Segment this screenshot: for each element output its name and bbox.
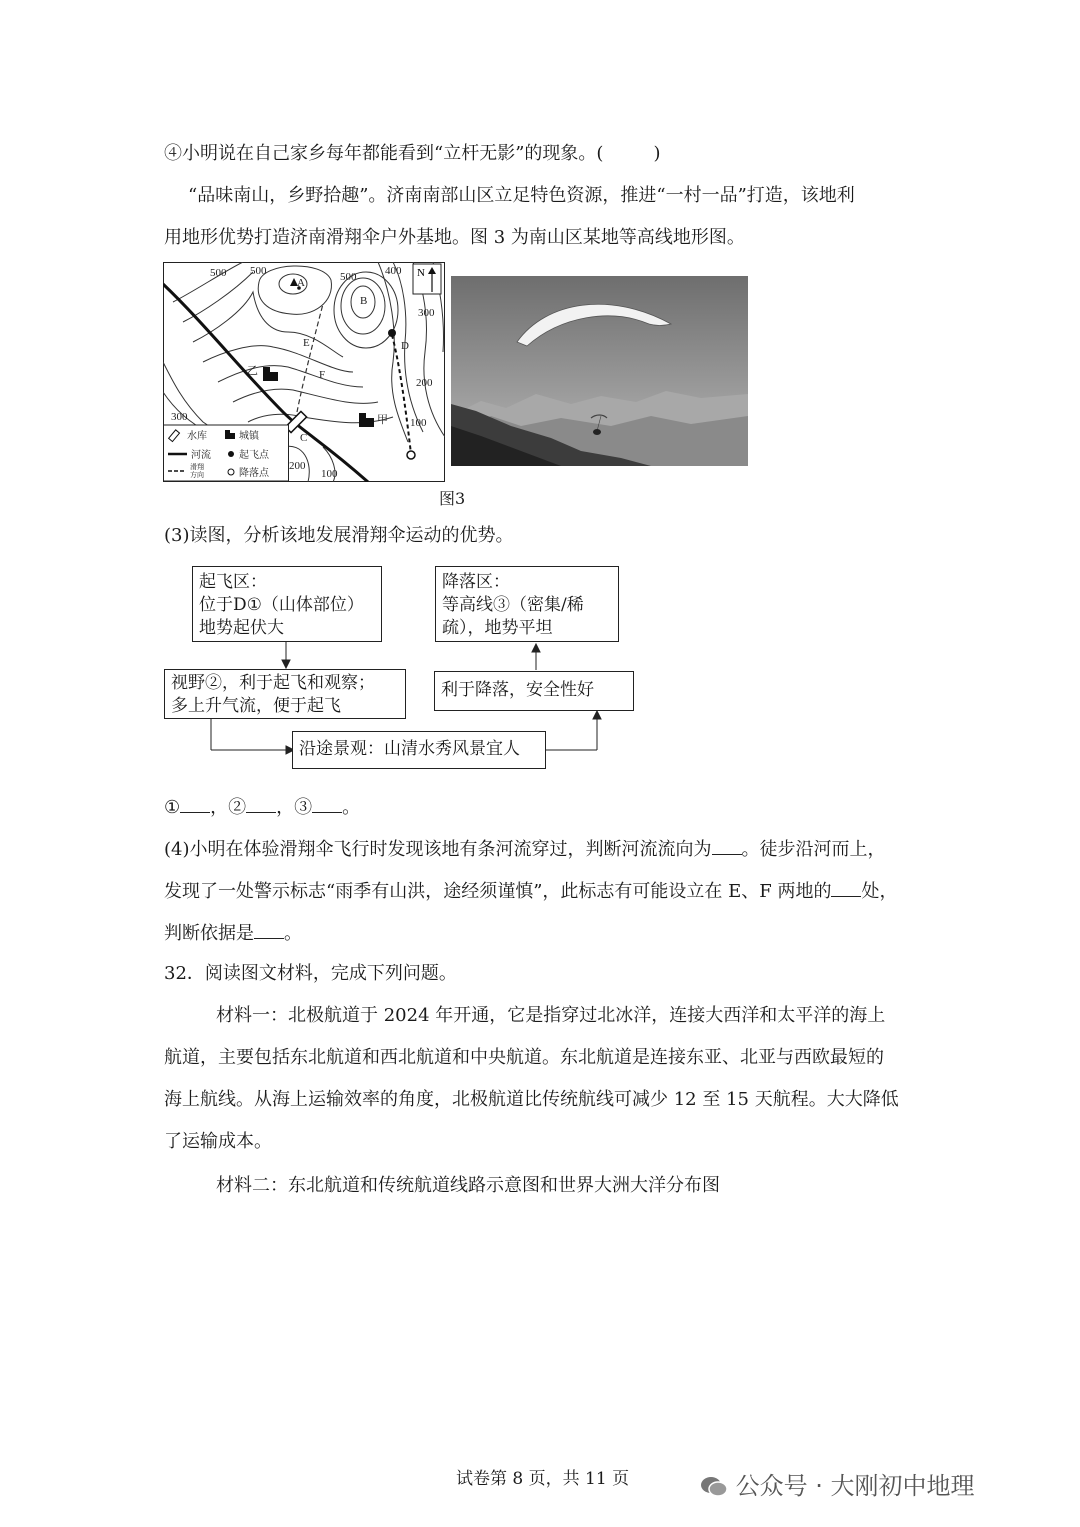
svg-text:河流: 河流: [191, 450, 211, 461]
figure-caption: 图3: [439, 489, 466, 508]
material-1-line-3: 海上航线。从海上运输效率的角度，北极航道比传统航线可减少 12 至 15 天航程。大大降低: [164, 1089, 899, 1110]
svg-text:F: F: [319, 369, 326, 381]
page-footer: 试卷第 8 页，共 11 页: [456, 1469, 630, 1489]
svg-text:D: D: [401, 340, 409, 352]
svg-text:100: 100: [410, 417, 427, 429]
location-blank[interactable]: [831, 878, 861, 897]
answer-blank-3[interactable]: [312, 794, 342, 813]
svg-text:500: 500: [210, 267, 227, 279]
landing-safety-box: 利于降落，安全性好: [434, 671, 634, 711]
question-3: (3)读图，分析该地发展滑翔伞运动的优势。: [164, 525, 514, 546]
north-label: N: [417, 267, 425, 279]
svg-text:E: E: [303, 337, 310, 349]
wechat-icon: [700, 1476, 728, 1498]
question-4-line-3: 判断依据是 。: [164, 920, 302, 946]
material-2: 材料二：东北航道和传统航道线路示意图和世界大洲大洋分布图: [216, 1175, 720, 1196]
svg-text:100: 100: [321, 468, 338, 480]
reason-blank[interactable]: [254, 920, 284, 939]
intro-line-2: 用地形优势打造济南滑翔伞户外基地。图 3 为南山区某地等高线地形图。: [164, 227, 745, 248]
svg-text:方向: 方向: [190, 471, 204, 479]
svg-text:起飞点: 起飞点: [239, 450, 269, 461]
svg-text:甲: 甲: [377, 414, 388, 426]
material-1-line-4: 了运输成本。: [164, 1131, 272, 1152]
svg-text:降落点: 降落点: [239, 468, 269, 479]
answer-blank-1[interactable]: [180, 794, 210, 813]
svg-text:500: 500: [340, 271, 357, 283]
material-1-line-1: 材料一：北极航道于 2024 年开通，它是指穿过北冰洋，连接大西洋和太平洋的海上: [216, 1005, 886, 1026]
svg-text:乙: 乙: [247, 365, 258, 377]
answer-blanks: ① ，② ，③ 。: [164, 794, 360, 820]
svg-text:300: 300: [418, 307, 435, 319]
svg-text:A: A: [297, 277, 305, 289]
takeoff-zone-box: 起飞区： 位于D①（山体部位） 地势起伏大: [192, 566, 382, 642]
svg-text:400: 400: [385, 265, 402, 277]
svg-text:500: 500: [250, 265, 267, 277]
scenery-box: 沿途景观：山清水秀风景宜人: [292, 731, 546, 769]
svg-text:200: 200: [416, 377, 433, 389]
svg-text:200: 200: [289, 460, 306, 472]
svg-text:B: B: [360, 295, 368, 307]
landing-zone-box: 降落区： 等高线③（密集/稀 疏），地势平坦: [435, 566, 619, 642]
svg-text:C: C: [300, 432, 308, 444]
question-32: 32．阅读图文材料，完成下列问题。: [164, 963, 457, 984]
question-item-4: ④小明说在自己家乡每年都能看到“立杆无影”的现象。( ): [164, 143, 661, 164]
view-advantage-box: 视野②，利于起飞和观察； 多上升气流，便于起飞: [164, 669, 406, 719]
svg-text:城镇: 城镇: [239, 431, 259, 442]
flow-direction-blank[interactable]: [712, 836, 742, 855]
svg-text:滑翔: 滑翔: [190, 463, 204, 471]
intro-line-1: “品味南山，乡野拾趣”。济南南部山区立足特色资源，推进“一村一品”打造，该地利: [188, 185, 855, 206]
watermark: 公众号 · 大刚初中地理: [700, 1466, 975, 1501]
material-1-line-2: 航道，主要包括东北航道和西北航道和中央航道。东北航道是连接东亚、北亚与西欧最短的: [164, 1047, 884, 1068]
svg-text:水库: 水库: [187, 431, 207, 442]
question-4-line-2: 发现了一处警示标志“雨季有山洪，途经须谨慎”，此标志有可能设立在 E、F 两地的 处，: [164, 878, 897, 904]
question-4-line-1: (4)小明在体验滑翔伞飞行时发现该地有条河流穿过，判断河流流向为 。徒步沿河而上，: [164, 836, 886, 862]
svg-text:300: 300: [171, 411, 188, 423]
answer-blank-2[interactable]: [246, 794, 276, 813]
